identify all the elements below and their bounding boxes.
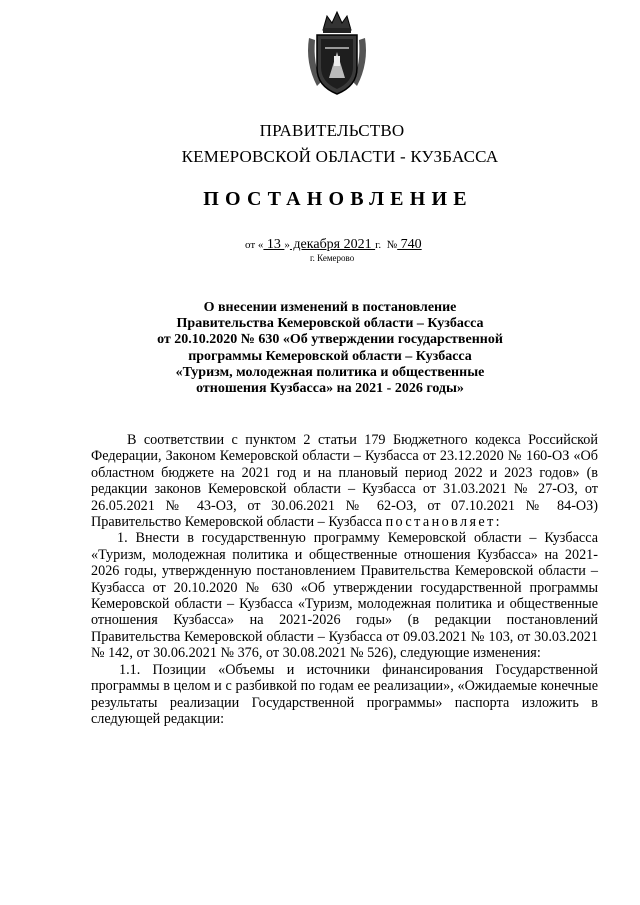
organization-name-line1: ПРАВИТЕЛЬСТВО	[259, 121, 405, 140]
date-suffix: г.	[375, 239, 382, 251]
number-label: №	[386, 239, 398, 251]
resolves-word: постановляет:	[385, 514, 503, 531]
date-prefix: от «	[245, 239, 264, 251]
date-month-year: декабря 2021	[289, 237, 376, 252]
date-mid: »	[284, 239, 290, 251]
title-line: от 20.10.2020 № 630 «Об утверждении государственной	[157, 332, 503, 348]
title-line: «Туризм, молодежная политика и общественные	[175, 364, 485, 380]
body-paragraph-item-1: 1. Внести в государственную программу Кемеровской области – Кузбасса «Туризм, молодежная политика и общественные отношения Кузбасса» на 2021-2026 годы, утвержденную постановлением Правительства Кемеровской области – Кузбасса от 20.10.2020 № 630 «Об утверждении государственной программы Кемеровской области – Кузбасса «Туризм, молодежная политика и общественные отношения Кузбасса» на 2021-2026 годы» (в редакции постановлений Правительства Кемеровской области – Кузбасса от 09.03.2021 № 103, от 30.03.2021 № 142, от 30.06.2021 № 376, от 30.08.2021 № 526), следующие изменения:	[91, 530, 598, 662]
title-line: О внесении изменений в постановление	[203, 300, 457, 315]
date-number-line	[245, 237, 422, 253]
preamble-text: В соответствии с пунктом 2 статьи 179 Бюджетного кодекса Российской Федерации, Законом Кемеровской области – Кузбасса от 23.12.2020 № 160-ОЗ «Об областном бюджете на 2021 год и на плановый период 2022 и 2023 годов» (в редакции законов Кемеровской области – Кузбасса от 31.03.2021 № 27-ОЗ, от 26.05.2021 № 43-ОЗ, от 30.06.2021 № 62-ОЗ, от 07.10.2021 № 84-ОЗ) Правительство Кемеровской области – Кузбасса	[91, 432, 598, 531]
document-type-heading: ПОСТАНОВЛЕНИЕ	[203, 188, 473, 210]
title-line: отношения Кузбасса» на 2021 - 2026 годы»	[196, 381, 464, 397]
body-paragraph-preamble	[91, 432, 598, 530]
title-line: Правительства Кемеровской области – Кузбасса	[176, 316, 484, 332]
organization-name-line2: КЕМЕРОВСКОЙ ОБЛАСТИ - КУЗБАССА	[181, 147, 499, 166]
document-title	[120, 300, 540, 397]
decree-number: 740	[397, 237, 422, 252]
date-day: 13	[263, 237, 285, 252]
document-body	[91, 432, 598, 727]
city-name: г. Кемерово	[310, 253, 355, 263]
title-line: программы Кемеровской области – Кузбасса	[188, 348, 472, 364]
body-paragraph-item-1-1: 1.1. Позиции «Объемы и источники финансирования Государственной программы в целом и с разбивкой по годам ее реализации», «Ожидаемые конечные результаты реализации Государственной программы» паспорта изложить в следующей редакции:	[91, 661, 598, 727]
kemerovo-coat-of-arms-emblem	[303, 8, 371, 98]
